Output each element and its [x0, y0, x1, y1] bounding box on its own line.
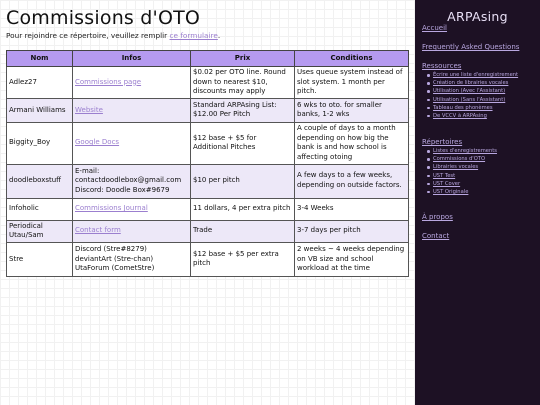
cell-infos — [73, 98, 191, 122]
repertoires-link[interactable]: UST Cover — [433, 180, 461, 187]
cell-infos — [73, 122, 191, 164]
commissions-table — [6, 50, 409, 277]
repertoires-item[interactable] — [433, 155, 497, 163]
cell-prix: 11 dollars, 4 per extra pitch — [191, 198, 295, 220]
header-infos: Infos — [73, 51, 191, 67]
intro-end: . — [217, 31, 221, 40]
cell-nom: Stre — [7, 242, 73, 276]
nav-faq[interactable]: Frequently Asked Questions — [422, 43, 520, 51]
cell-nom: Biggity_Boy — [7, 122, 73, 164]
repertoires-item[interactable] — [433, 188, 497, 196]
cell-conditions: 2 weeks ~ 4 weeks depending on VB size and school workload at the time — [295, 242, 409, 276]
cell-conditions: A few days to a few weeks, depending on outside factors. — [295, 164, 409, 198]
repertoires-list — [433, 147, 497, 196]
infos-line: UtaForum (CometStre) — [75, 264, 155, 273]
header-prix: Prix — [191, 51, 295, 67]
table-header-row — [7, 51, 409, 67]
intro-text — [6, 31, 220, 40]
table-row — [7, 198, 409, 220]
ressources-item[interactable] — [433, 104, 518, 112]
infos-line: E-mail: contactdoodlebox@gmail.com — [75, 166, 182, 185]
ressources-item[interactable] — [433, 87, 518, 95]
table-row — [7, 122, 409, 164]
cell-nom: Periodical Utau/Sam — [7, 220, 73, 242]
repertoires-link[interactable]: UST Test — [433, 172, 456, 179]
nav-a-propos[interactable]: À propos — [422, 213, 453, 221]
ressources-link[interactable]: Écrire une liste d'enregistrement — [433, 72, 519, 78]
repertoires-item[interactable] — [433, 180, 497, 188]
cell-conditions: 3-7 days per pitch — [295, 220, 409, 242]
ressources-item[interactable] — [433, 71, 518, 79]
cell-prix: $0.02 per OTO line. Round down to nearest $10, discounts may apply — [191, 67, 295, 99]
ressources-item[interactable] — [433, 79, 518, 87]
ressources-link[interactable]: Tableau des phonèmes — [433, 104, 493, 111]
ressources-item[interactable] — [433, 112, 518, 120]
cell-conditions: A couple of days to a month depending on how big the bank is and how school is affecting otoing — [295, 122, 409, 164]
cell-conditions: 3-4 Weeks — [295, 198, 409, 220]
ressources-link[interactable]: Utilisation (Avec l'Assistant) — [433, 88, 506, 95]
repertoires-item[interactable] — [433, 163, 497, 171]
repertoires-link[interactable]: Commissions d'OTO — [433, 156, 486, 163]
ressources-link[interactable]: Création de librairies vocales — [433, 80, 509, 87]
infos-line: Discord (Stre#8279) — [75, 244, 147, 253]
repertoires-link[interactable]: UST Originale — [433, 188, 469, 195]
ressources-link[interactable]: De VCCV à ARPAsing — [433, 112, 487, 119]
table-row — [7, 98, 409, 122]
cell-nom: Infoholic — [7, 198, 73, 220]
repertoires-link[interactable]: Listes d'enregistrements — [433, 148, 497, 154]
cell-prix: Trade — [191, 220, 295, 242]
cell-infos — [73, 220, 191, 242]
ressources-link[interactable]: Utilisation (Sans l'Assistant) — [433, 96, 506, 103]
cell-conditions: 6 wks to oto. for smaller banks, 1-2 wks — [295, 98, 409, 122]
nav-ressources[interactable]: Ressources — [422, 62, 462, 70]
repertoires-item[interactable] — [433, 172, 497, 180]
nav-repertoires[interactable]: Répertoires — [422, 138, 463, 146]
repertoires-link[interactable]: Librairies vocales — [433, 164, 479, 171]
infos-link[interactable]: Commissions Journal — [75, 204, 148, 213]
cell-prix: Standard ARPAsing List: $12.00 Per Pitch — [191, 98, 295, 122]
cell-prix: $12 base + $5 per extra pitch — [191, 242, 295, 276]
cell-prix: $10 per pitch — [191, 164, 295, 198]
page-title: Commissions d'OTO — [6, 7, 201, 29]
infos-link[interactable]: Commissions page — [75, 77, 142, 86]
header-conditions: Conditions — [295, 51, 409, 67]
repertoires-item[interactable] — [433, 147, 497, 155]
table-row — [7, 67, 409, 99]
cell-nom: Adlez27 — [7, 67, 73, 99]
cell-prix: $12 base + $5 for Additional Pitches — [191, 122, 295, 164]
cell-infos — [73, 67, 191, 99]
form-link[interactable]: ce formulaire — [169, 31, 218, 40]
cell-conditions: Uses queue system instead of slot system. 1 month per pitch. — [295, 67, 409, 99]
cell-nom: doodleboxstuff — [7, 164, 73, 198]
nav-accueil[interactable]: Accueil — [422, 24, 447, 32]
cell-infos — [73, 198, 191, 220]
table-row — [7, 164, 409, 198]
table-row — [7, 220, 409, 242]
cell-nom: Armani Williams — [7, 98, 73, 122]
infos-line: deviantArt (Stre-chan) — [75, 254, 154, 263]
infos-link[interactable]: Contact form — [75, 226, 121, 235]
table-row — [7, 242, 409, 276]
cell-infos — [73, 164, 191, 198]
nav-contact[interactable]: Contact — [422, 232, 450, 240]
site-title: ARPAsing — [447, 9, 508, 24]
header-nom: Nom — [7, 51, 73, 67]
infos-line: Discord: Doodle Box#9679 — [75, 185, 170, 194]
infos-link[interactable]: Google Docs — [75, 138, 120, 147]
ressources-list — [433, 71, 518, 120]
sidebar — [415, 0, 540, 405]
cell-infos — [73, 242, 191, 276]
intro-label: Pour rejoindre ce répertoire, veuillez remplir — [6, 31, 170, 40]
ressources-item[interactable] — [433, 96, 518, 104]
infos-link[interactable]: Website — [75, 105, 103, 114]
